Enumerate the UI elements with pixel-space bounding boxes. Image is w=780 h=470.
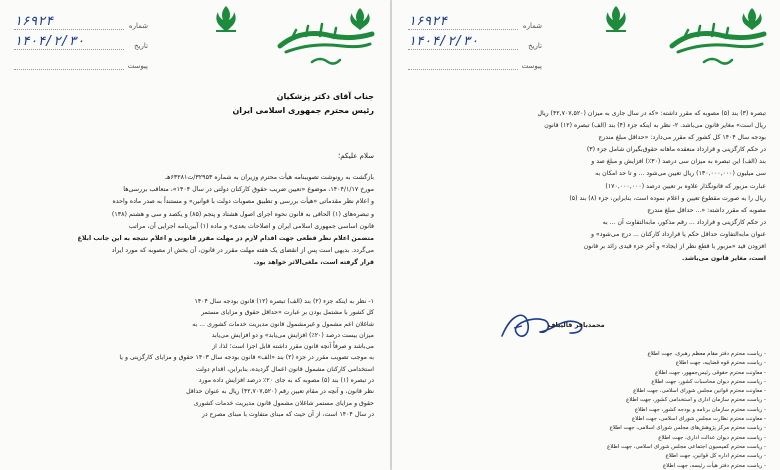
emblem-small-icon xyxy=(212,4,240,34)
list-item: - ریاست محترم قوه قضاییه، جهت اطلاع xyxy=(436,359,766,368)
list-item: - ریاست محترم مرکز پژوهش‌های مجلس شورای اسلامی، جهت اطلاع xyxy=(436,424,766,433)
body-line: در سال ۱۴۰۴ است، از آن حیث که مبنای متفاوت با مبنای مصرح در xyxy=(201,410,374,418)
recipient-title: رئیس محترم جمهوری اسلامی ایران xyxy=(232,106,374,115)
body-line: و تبصره‌های (۱) الحاقی به قانون نحوه اجرای اصول هشتاد و پنجم (۸۵) و یکصد و سی و هشتم (۱۳۸) xyxy=(111,210,374,218)
letter-paragraph-1 xyxy=(19,172,374,270)
emblem-small-icon xyxy=(602,4,630,34)
body-line: ریال است» مغایر قانون می‌باشد. ۲- نظر به اینکه جزء (۴) بند (الف) تبصره (۱۲) قانون xyxy=(544,122,766,130)
recipient-block xyxy=(232,92,374,115)
body-line: قرار گرفته است، ملغی‌الاثر خواهد بود. xyxy=(253,259,374,267)
letter-number: ۱۶۹۲۴ xyxy=(408,14,518,30)
signer-name: محمدباقر قالیباف xyxy=(548,321,605,329)
body-line: بازگشت به رونوشت تصویبنامه هیأت محترم وزیران به شماره ۳۲۹۵۳/ت۶۳۲۸۱هـ xyxy=(165,174,374,181)
body-line: استخدامی کارکنان مشمول قانون اعمال گردیده، بنابراین، اقدام دولت xyxy=(195,365,374,373)
body-line: افزودن قید «مزبور با قطع نظر از ایجاد» و آخر جزء قیدی زائد بر قانون xyxy=(583,243,766,251)
letter-number: ۱۶۹۲۴ xyxy=(14,14,124,30)
list-item: - ریاست محترم سازمان اداری و استخدامی کشور، جهت اطلاع xyxy=(436,396,766,405)
list-item: - ریاست محترم سازمان برنامه و بودجه کشور، جهت اطلاع xyxy=(436,406,766,415)
body-line: و اعلام نظر مقدماتی «هیأت بررسی و تطبیق مصوبات دولت با قوانین» و مستنداً به صدر ماده واحده xyxy=(112,198,374,206)
list-item: - معاونت محترم نظارت مجلس شورای اسلامی، جهت اطلاع xyxy=(436,415,766,424)
attachment-label: پیوست xyxy=(521,62,542,70)
list-item: - ریاست محترم دفتر مقام معظم رهبری، جهت اطلاع xyxy=(436,350,766,359)
body-line: ریال را به صورت مقطوع تعیین و اعلام نموده است، بنابراین، جزء (۸) بند (۵) xyxy=(569,194,766,202)
body-line: است، مغایر قانون می‌باشد. xyxy=(682,255,766,263)
letter-meta xyxy=(8,10,148,70)
date-label: تاریخ xyxy=(134,42,148,50)
body-line: عبارت مزبور که قانونگذار علاوه بر تعیین درصد (۱۷۰,۰۰۰,۰۰۰) xyxy=(605,182,766,190)
list-item: - ریاست محترم دیوان عدالت اداری، جهت اطلاع xyxy=(436,434,766,443)
body-line: در حکم کارگزینی و قرارداد منعقده ماهانه حقوق‌بگیران شامل جزء (۳) xyxy=(586,146,766,154)
body-line: عنوان مابه‌التفاوت حداقل حکم یا قرارداد کارکنان ... درج می‌شود» و xyxy=(590,230,766,238)
body-line: مصوبه که مقرر داشته: «... حداقل مبلغ مندرج xyxy=(647,206,766,214)
body-line: می‌گردد. بدیهی است پس از انقضای یک هفته مهلت مقرر در قانون، آن بخش از مصوبه که مورد ایراد xyxy=(111,247,374,255)
list-item: - ریاست محترم دفتر هیأت رئیسه، جهت اطلاع xyxy=(436,462,766,470)
attachment-label: پیوست xyxy=(127,62,148,70)
body-line: حقوق و مزایای مستمر شاغلان مشمول قانون مدیریت خدمات کشوری xyxy=(193,399,374,407)
body-line: بند (الف) این تبصره به میزان سی درصد (۳۰٪) افزایش و مبلغ صد و xyxy=(591,158,766,166)
list-item: - معاونت محترم حقوقی رئیس‌جمهور، جهت اطلاع xyxy=(436,369,766,378)
number-label: شماره xyxy=(522,22,542,30)
letter-page-2 xyxy=(392,0,780,470)
cc-list xyxy=(436,350,766,470)
body-line: سی میلیون (۱۳۰,۰۰۰,۰۰۰) ریال تعیین می‌شود ... و تا حد امکان به xyxy=(595,170,766,178)
body-line: شاغلان اعم مشمول و غیرمشمول قانون مدیریت خدمات کشوری ... به xyxy=(192,320,374,328)
number-label: شماره xyxy=(128,22,148,30)
list-item: - ریاست محترم کمیسیون اجتماعی مجلس شورای اسلامی، جهت اطلاع xyxy=(436,443,766,452)
list-item: - معاونت محترم قوانین مجلس شورای اسلامی، جهت اطلاع xyxy=(436,387,766,396)
letter-continuation xyxy=(421,108,766,265)
body-line: متضمن اعلام نظر قطعی جهت اقدام لازم در مهلت مقرر قانونی و اعلام نتیجه به این جانب ابلاغ xyxy=(77,235,374,243)
attachment-value xyxy=(14,59,124,70)
body-line: تبصره (۳) بند (۵) مصوبه که مقرر داشته: «که در سال جاری به میزان (۴۲,۷۰۷,۵۲۰) ریال xyxy=(537,110,766,117)
body-line: در حکم کارگزینی و قرارداد ... رقم مذکور، مابه‌التفاوت آن ... به xyxy=(602,218,766,226)
body-line: بودجه سال ۱۴۰۴ کل کشور که مقرر می‌دارد: «حداقل مبلغ مندرج xyxy=(598,134,766,142)
letter-date: ۱۴۰۴/۲/۳۰ xyxy=(14,34,124,50)
body-line: در تبصره (۱) بند (۵) مصوبه که به جای ۲۰٪ درصد افزایش داده مورد xyxy=(198,377,374,385)
letter-meta xyxy=(402,10,542,70)
body-line: قانون اساسی جمهوری اسلامی ایران و اصلاحات بعدی» و ماده (۱) آیین‌نامه اجرایی آن، مراتب xyxy=(128,222,374,230)
list-item: - ریاست محترم دیوان محاسبات کشور، جهت اطلاع xyxy=(436,378,766,387)
letter-paragraph-2 xyxy=(44,296,374,420)
body-line: میزان بیست درصد (۲۰٪) افزایش می‌یابد» و دو افزایش می‌یابد xyxy=(211,331,374,339)
recipient-name: جناب آقای دکتر پزشکیان xyxy=(276,92,374,101)
parliament-logo xyxy=(664,6,774,68)
attachment-value xyxy=(408,59,518,70)
list-item: - ریاست محترم اداره کل قوانین، جهت اطلاع xyxy=(436,452,766,461)
body-line: ۱- نظر به اینکه جزء (۲) بند (الف) تبصره (۱۲) قانون بودجه سال ۱۴۰۴ xyxy=(194,298,374,305)
body-line: به موجب تصویب مقرر در جزء (۲) بند «الف» قانون بودجه سال ۱۴۰۳ حقوق و مزایای کارگزینی و یا xyxy=(119,354,374,362)
body-line: مورخ ۱۴۰۴/۱/۱۷، موضوع «تعیین ضریب حقوق کارکنان دولتی در سال ۱۴۰۴»، متعاقب بررسی‌ها xyxy=(123,186,374,194)
parliament-logo xyxy=(272,6,382,68)
body-line: می‌باشد و صرفاً آنچه قانون مقرر داشته قابل اجرا است؛ لذا، از xyxy=(212,343,374,351)
body-line: کل کشور با مشتمل بودن بر عبارت «حداقل حقوق و مزایای مستمر xyxy=(201,309,374,317)
greeting: سلام علیکم؛ xyxy=(338,152,374,160)
letter-date: ۱۴۰۴/۲/۳۰ xyxy=(408,34,518,50)
body-line: نظر قانون، و آنچه در مقام تعیین رقم (۴۲,۷۰۷,۵۲۰) ریال به عنوان حداقل xyxy=(186,388,374,396)
date-label: تاریخ xyxy=(528,42,542,50)
